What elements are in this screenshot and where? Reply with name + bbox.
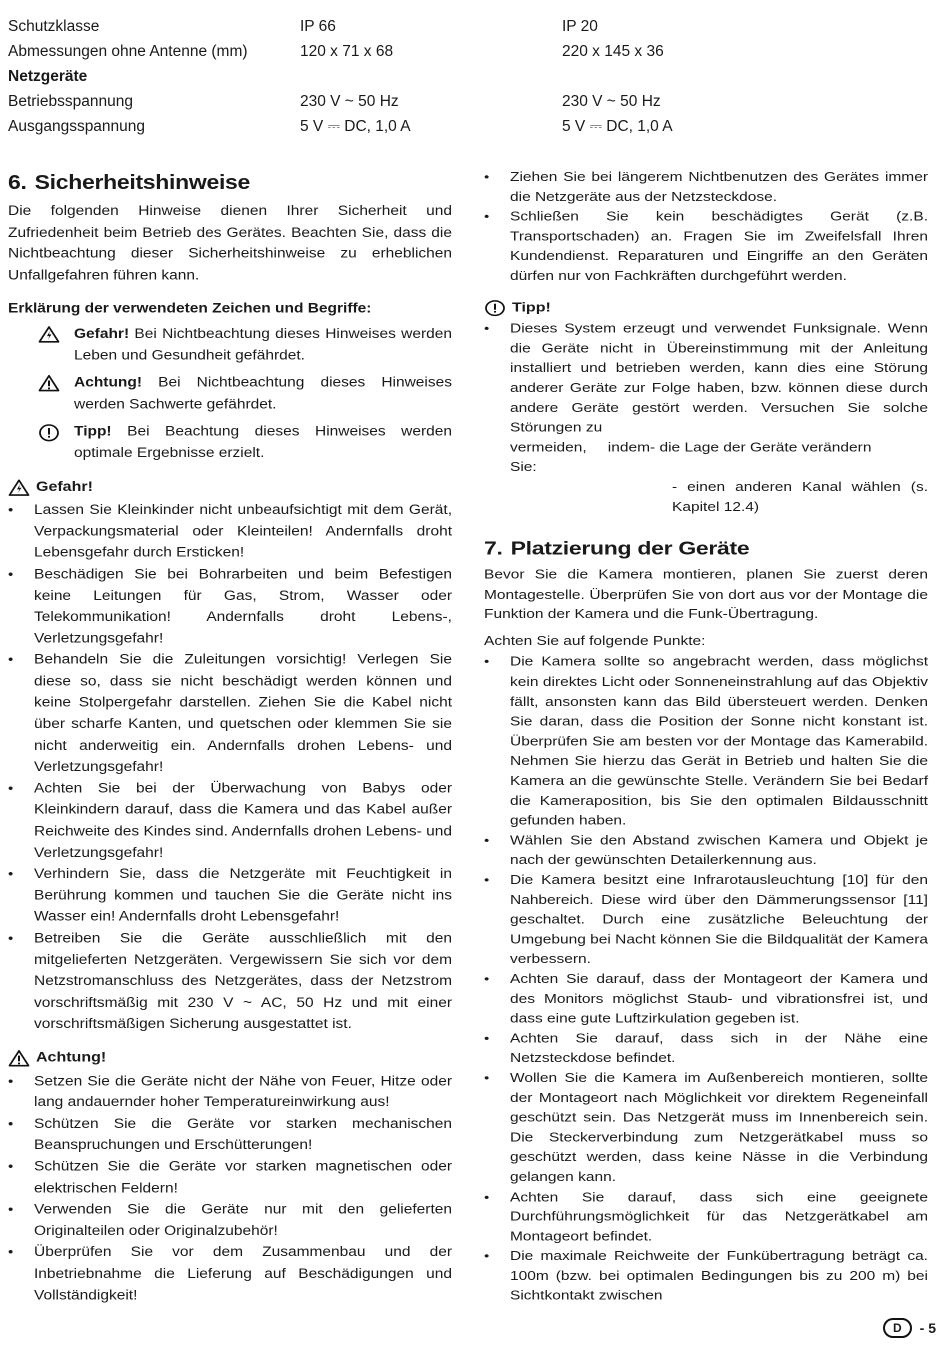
section-6-heading xyxy=(8,168,452,196)
list-item: • Setzen Sie die Geräte nicht der Nähe von Feuer, Hitze oder lang andauernder hoher Temperatureinwirkung aus! xyxy=(8,1071,452,1114)
safety-list-continued xyxy=(484,168,928,287)
list-item: • Beschädigen Sie bei Bohrarbeiten und beim Befestigen keine Leitungen für Gas, Strom, Wasser oder Telekommunikation! Andernfalls droht Lebens-, Verletzungsgefahr! xyxy=(8,564,452,650)
warning-triangle-icon xyxy=(38,324,74,367)
spec-row xyxy=(8,114,938,139)
spec-value-monitor: 5 V ⎓ DC, 1,0 A xyxy=(562,118,673,135)
page-footer xyxy=(883,1318,936,1338)
danger-heading xyxy=(8,477,452,498)
list-item: • Schließen Sie kein beschädigtes Gerät (z.B. Transportschaden) an. Fragen Sie im Zweifelsfall Ihren Kundendienst. Reparaturen und Eingriffe an den Geräten dürfen nur von Fachkräften durchgeführt werden. xyxy=(484,208,928,287)
list-item: • Wählen Sie den Abstand zwischen Kamera und Objekt je nach der gewünschten Detailerkennung aus. xyxy=(484,831,928,871)
points-heading: Achten Sie auf folgende Punkte: xyxy=(484,634,706,648)
spec-subheading xyxy=(8,64,938,89)
spec-value-monitor: 220 x 145 x 36 xyxy=(562,43,664,60)
list-item: • Schützen Sie die Geräte vor starken mechanischen Beanspruchungen und Erschütterungen! xyxy=(8,1114,452,1157)
warning-triangle-icon xyxy=(38,373,74,416)
legend-text: Bei Nichtbeachtung dieses Hinweises werden Leben und Gesundheit gefährdet. xyxy=(74,326,452,363)
list-item: • Achten Sie darauf, dass sich eine geeignete Durchführungsmöglichkeit für das Netzgerätkabel am Montageort befindet. xyxy=(484,1188,928,1247)
list-item: • Verwenden Sie die Geräte nur mit den gelieferten Originalteilen oder Originalzubehör! xyxy=(8,1199,452,1242)
list-item: • Lassen Sie Kleinkinder nicht unbeaufsichtigt mit dem Gerät, Verpackungsmaterial oder Kleinteilen! Andernfalls droht Lebensgefahr durch Ersticken! xyxy=(8,500,452,564)
legend-item-caution xyxy=(38,373,452,416)
spec-row xyxy=(8,89,938,114)
spec-label: Schutzklasse xyxy=(8,18,100,35)
legend-heading: Erklärung der verwendeten Zeichen und Begriffe: xyxy=(8,301,372,317)
spec-label: Ausgangsspannung xyxy=(8,118,146,135)
list-item: • Verhindern Sie, dass die Netzgeräte mit Feuchtigkeit in Berührung kommen und tauchen Sie die Geräte nicht ins Wasser ein! Andernfalls droht Lebensgefahr! xyxy=(8,864,452,928)
spec-value-camera: 230 V ~ 50 Hz xyxy=(300,93,399,110)
list-item: • Die Kamera sollte so angebracht werden, dass möglichst kein direktes Licht oder Sonneneinstrahlung auf das Objektiv fällt, ansonsten kann das Bild übersteuert werden. Denken Sie daran, dass die Position der Sonne nicht konstant ist. Überprüfen Sie am besten vor der Montage das Kamerabild. Nehmen Sie hierzu das Gerät in Betrieb und halten Sie die Kamera an die gewünschte Stelle. Verändern Sie bei Bedarf die Kameraposition, bis Sie den optimalen Bildausschnitt gefunden haben. xyxy=(484,653,928,831)
section-title: Sicherheitshinweise xyxy=(34,170,251,194)
spec-value-monitor: IP 20 xyxy=(562,18,598,35)
spec-value-monitor: 230 V ~ 50 Hz xyxy=(562,93,661,110)
list-item: • Wollen Sie die Kamera im Außenbereich montieren, sollte der Montageort nach Möglichkeit vor direktem Regeneinfall geschützt sein. Das Netzgerät muss im Innenbereich sein. Die Steckerverbindung zum Netzgerätkabel muss so geschützt werden, dass keine Nässe in die Verbindung gelangen kann. xyxy=(484,1069,928,1188)
spec-row xyxy=(8,39,938,64)
section-7-intro: Bevor Sie die Kamera montieren, planen Sie zuerst deren Montagestelle. Überprüfen Sie von dort aus vor der Montage die Funktion der Kamera und die Funk-Übertragung. xyxy=(484,568,928,622)
tip-list xyxy=(484,320,928,518)
list-item: • Schützen Sie die Geräte vor starken magnetischen oder elektrischen Feldern! xyxy=(8,1157,452,1200)
list-item: • Die Kamera besitzt eine Infrarotausleuchtung [10] für den Nahbereich. Diese wird über den Dämmerungssensor [11] geschaltet. Durch eine zusätzliche Beleuchtung der Umgebung bei Nacht können Sie die Bildqualität der Kamera verbessern. xyxy=(484,871,928,970)
list-item xyxy=(484,320,928,518)
list-item: • Achten Sie darauf, dass sich in der Nähe eine Netzsteckdose befindet. xyxy=(484,1030,928,1070)
list-item: • Betreiben Sie die Geräte ausschließlich mit den mitgelieferten Netzgeräten. Vergewissern Sie sich vor dem Netzstromanschluss des Netzgerätes, dass der Netzstrom vorschriftsmäßig mit 230 V ~ AC, 50 Hz und mit einer vorschriftsmäßigen Sicherung ausgestattet ist. xyxy=(8,928,452,1035)
danger-heading-text: Gefahr! xyxy=(36,479,93,495)
list-item: • Achten Sie bei der Überwachung von Babys oder Kleinkindern darauf, dass die Kamera und das Kabel außer Reichweite des Kindes sind. Andernfalls drohen Lebens- und Verletzungsgefahr! xyxy=(8,778,452,864)
tip-option: - die Lage der Geräte verändern xyxy=(650,440,872,455)
tip-heading-text: Tipp! xyxy=(512,300,551,315)
legend-text: Bei Beachtung dieses Hinweises werden optimale Ergebnisse erzielt. xyxy=(74,424,452,461)
section-number: 6. xyxy=(8,170,27,194)
caution-heading-text: Achtung! xyxy=(36,1050,107,1066)
danger-list xyxy=(8,500,452,1036)
section-7-heading xyxy=(484,535,928,561)
exclamation-circle-icon xyxy=(38,422,74,465)
language-badge: D xyxy=(883,1318,912,1338)
section-number: 7. xyxy=(484,537,503,559)
left-column xyxy=(8,168,452,1310)
spec-value-camera: 120 x 71 x 68 xyxy=(300,43,394,60)
tip-option: - einen anderen Kanal wählen (s. Kapitel 12.4) xyxy=(672,480,928,514)
page-number: - 5 xyxy=(919,1320,936,1336)
spec-table xyxy=(8,14,938,139)
legend-item-tip xyxy=(38,422,452,465)
list-item: • Überprüfen Sie vor dem Zusammenbau und der Inbetriebnahme die Lieferung auf Beschädigungen und Vollständigkeit! xyxy=(8,1242,452,1306)
spec-value-camera: IP 66 xyxy=(300,18,336,35)
list-item: • Die maximale Reichweite der Funkübertragung beträgt ca. 100m (bzw. bei optimalen Bedingungen bis zu 200 m) bei Sichtkontakt zwischen xyxy=(484,1247,928,1306)
spec-row xyxy=(8,14,938,39)
caution-heading xyxy=(8,1048,452,1069)
spec-label: Betriebsspannung xyxy=(8,93,133,110)
legend-text: Bei Nichtbeachtung dieses Hinweises werden Sachwerte gefährdet. xyxy=(74,375,452,412)
list-item: • Behandeln Sie die Zuleitungen vorsichtig! Verlegen Sie diese so, dass sie nicht beschädigt werden können und keine Stolpergefahr darstellen. Ziehen Sie die Kabel nicht über scharfe Kanten, und quetschen oder klemmen Sie sie nicht anderweitig ein. Andernfalls drohen Lebens- und Verletzungsgefahr! xyxy=(8,650,452,779)
warning-triangle-icon xyxy=(8,479,30,496)
spec-value-camera: 5 V ⎓ DC, 1,0 A xyxy=(300,118,411,135)
legend-term: Achtung! xyxy=(74,375,143,391)
right-column xyxy=(484,168,928,1310)
exclamation-circle-icon xyxy=(484,299,506,317)
warning-triangle-icon xyxy=(8,1050,30,1067)
psu-heading: Netzgeräte xyxy=(8,68,88,85)
section-6-intro: Die folgenden Hinweise dienen Ihrer Sicherheit und Zufriedenheit beim Betrieb des Gerätes. Beachten Sie, dass die Nichtbeachtung dieser Sicherheitshinweise zu erheblichen Unfallgefahren führen kann. xyxy=(8,203,452,283)
legend-item-danger xyxy=(38,324,452,367)
section-title: Platzierung der Geräte xyxy=(510,537,750,559)
symbol-legend xyxy=(38,324,452,465)
legend-term: Gefahr! xyxy=(74,326,130,342)
list-item: • Achten Sie darauf, dass der Montageort der Kamera und des Monitors möglichst Staub- und vibrationsfrei ist, und dass eine gute Luftzirkulation gegeben ist. xyxy=(484,970,928,1029)
legend-term: Tipp! xyxy=(74,424,112,440)
spec-label: Abmessungen ohne Antenne (mm) xyxy=(8,43,248,60)
placement-list xyxy=(484,653,928,1307)
tip-text: Dieses System erzeugt und verwendet Funksignale. Wenn die Geräte nicht in Übereinstimmung mit der Anleitung installiert und betrieben werden, kann dies eine Störung anderer Geräte zur Folge haben, bzw. können diese durch andere Geräte gestört werden. Versuchen Sie solche Störungen zu xyxy=(510,321,928,435)
caution-list xyxy=(8,1071,452,1307)
list-item: • Ziehen Sie bei längerem Nichtbenutzen des Gerätes immer die Netzgeräte aus der Netzsteckdose. xyxy=(484,168,928,208)
tip-lead: vermeiden, indem Sie: xyxy=(510,440,650,475)
tip-heading xyxy=(484,298,928,318)
